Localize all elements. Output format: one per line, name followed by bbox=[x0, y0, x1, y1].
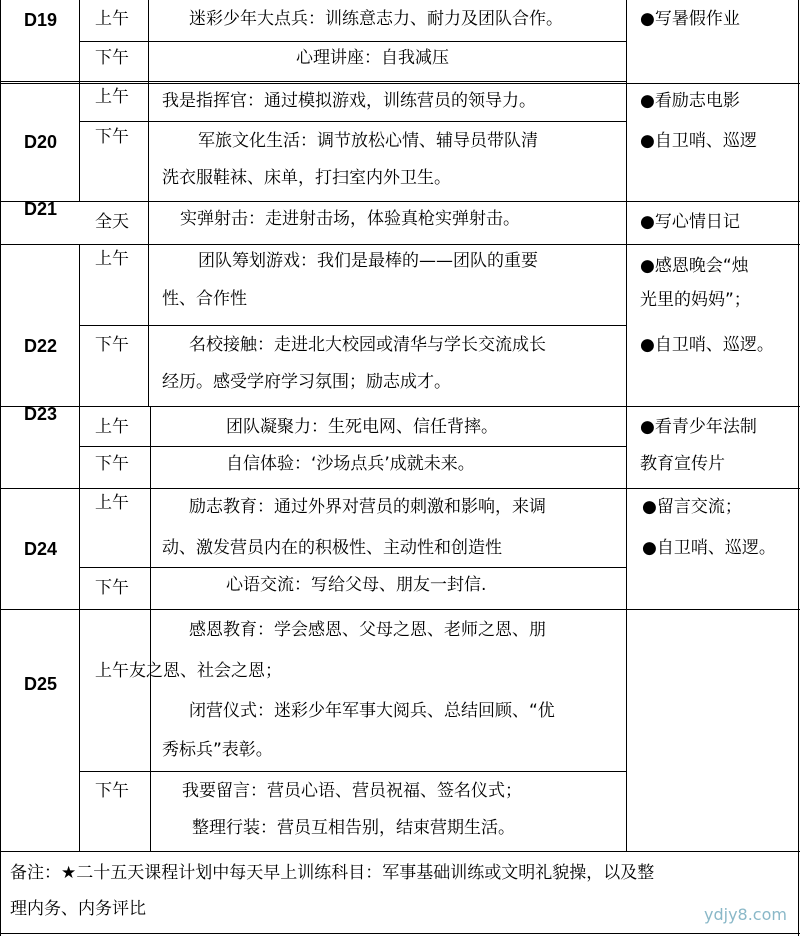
activity-am: 我是指挥官：通过模拟游戏，训练营员的领导力。 bbox=[162, 91, 536, 111]
table-border-right bbox=[798, 0, 799, 936]
col-divider-2 bbox=[148, 0, 149, 406]
col-divider-3 bbox=[626, 0, 627, 851]
evening-item: ●留言交流； bbox=[642, 497, 742, 517]
note-line2: 理内务、内务评比 bbox=[10, 899, 146, 919]
row-divider bbox=[80, 41, 627, 42]
activity-pm: 自信体验：‘沙场点兵’成就未来。 bbox=[226, 454, 475, 474]
evening-item: 光里的妈妈”； bbox=[640, 290, 751, 310]
period-am: 上午 bbox=[95, 87, 129, 107]
period-am: 上午 bbox=[95, 493, 129, 513]
activity-pm-line1: 名校接触：走进北大校园或清华与学长交流成长 bbox=[189, 335, 546, 355]
period-all-day: 全天 bbox=[95, 212, 129, 232]
evening-item: ●感恩晚会“烛 bbox=[640, 256, 749, 276]
row-divider bbox=[0, 406, 800, 407]
row-divider bbox=[0, 83, 800, 84]
evening-item: ●自卫哨、巡逻 bbox=[640, 131, 757, 151]
row-divider bbox=[0, 609, 800, 610]
table-border-left bbox=[0, 0, 1, 936]
activity-am-line1: 励志教育：通过外界对营员的刺激和影响，来调 bbox=[189, 497, 546, 517]
period-pm: 下午 bbox=[95, 335, 129, 355]
col-divider-1 bbox=[79, 0, 80, 201]
evening-item: ●自卫哨、巡逻。 bbox=[640, 335, 774, 355]
activity-pm: 心理讲座：自我减压 bbox=[296, 48, 449, 68]
activity-all-day: 实弹射击：走进射击场，体验真枪实弹射击。 bbox=[180, 209, 520, 229]
activity-pm-line2: 经历。感受学府学习氛围；励志成才。 bbox=[162, 372, 451, 392]
row-divider bbox=[0, 244, 800, 245]
evening-item: ●写心情日记 bbox=[640, 212, 740, 232]
period-am: 上午 bbox=[95, 9, 129, 29]
period-pm: 下午 bbox=[95, 578, 129, 598]
table-border-bottom bbox=[0, 933, 800, 934]
col-divider-1 bbox=[79, 244, 80, 851]
row-divider bbox=[0, 201, 800, 202]
activity-am-line4: 秀标兵”表彰。 bbox=[162, 740, 273, 760]
evening-item: 教育宣传片 bbox=[640, 454, 725, 474]
period-am: 上午 bbox=[95, 249, 129, 269]
activity-pm-line1: 我要留言：营员心语、营员祝福、签名仪式； bbox=[182, 781, 522, 801]
day-label: D23 bbox=[24, 404, 58, 424]
period-pm: 下午 bbox=[95, 454, 129, 474]
activity-pm-line2: 洗衣服鞋袜、床单，打扫室内外卫生。 bbox=[162, 168, 451, 188]
evening-item: ●看励志电影 bbox=[640, 91, 740, 111]
period-am: 上午 bbox=[95, 661, 129, 681]
day-label: D25 bbox=[24, 674, 58, 694]
evening-item: ●看青少年法制 bbox=[640, 417, 757, 437]
note-line1: 备注：★二十五天课程计划中每天早上训练科目：军事基础训练或文明礼貌操，以及整 bbox=[10, 863, 655, 883]
row-divider bbox=[80, 567, 627, 568]
row-divider bbox=[0, 488, 800, 489]
day-label: D21 bbox=[24, 199, 58, 219]
row-divider bbox=[0, 81, 627, 82]
row-divider bbox=[80, 771, 627, 772]
activity-am-line1: 团队筹划游戏：我们是最棒的——团队的重要 bbox=[198, 251, 538, 271]
watermark: ydjy8.com bbox=[704, 905, 787, 924]
evening-item: ●自卫哨、巡逻。 bbox=[642, 538, 776, 558]
col-divider-2 bbox=[150, 406, 151, 851]
period-pm: 下午 bbox=[95, 781, 129, 801]
period-am: 上午 bbox=[95, 417, 129, 437]
period-pm: 下午 bbox=[95, 48, 129, 68]
activity-pm-line1: 军旅文化生活：调节放松心情、辅导员带队清 bbox=[198, 131, 538, 151]
activity-am-line2: 友之恩、社会之恩； bbox=[129, 661, 282, 681]
activity-am-line2: 性、合作性 bbox=[162, 289, 247, 309]
period-pm: 下午 bbox=[95, 127, 129, 147]
activity-am: 迷彩少年大点兵：训练意志力、耐力及团队合作。 bbox=[189, 9, 563, 29]
activity-am-line3: 闭营仪式：迷彩少年军事大阅兵、总结回顾、“优 bbox=[189, 701, 555, 721]
day-label: D19 bbox=[24, 10, 58, 30]
row-divider bbox=[80, 446, 627, 447]
evening-item: ●写暑假作业 bbox=[640, 9, 740, 29]
activity-am: 团队凝聚力：生死电网、信任背摔。 bbox=[226, 417, 498, 437]
day-label: D24 bbox=[24, 539, 58, 559]
activity-pm: 心语交流：写给父母、朋友一封信. bbox=[226, 575, 487, 595]
day-label: D22 bbox=[24, 336, 58, 356]
row-divider bbox=[80, 325, 627, 326]
row-divider bbox=[0, 851, 800, 852]
activity-pm-line2: 整理行装：营员互相告别，结束营期生活。 bbox=[192, 818, 515, 838]
day-label: D20 bbox=[24, 132, 58, 152]
activity-am-line2: 动、激发营员内在的积极性、主动性和创造性 bbox=[162, 538, 502, 558]
row-divider bbox=[80, 121, 627, 122]
activity-am-line1: 感恩教育：学会感恩、父母之恩、老师之恩、朋 bbox=[189, 620, 546, 640]
